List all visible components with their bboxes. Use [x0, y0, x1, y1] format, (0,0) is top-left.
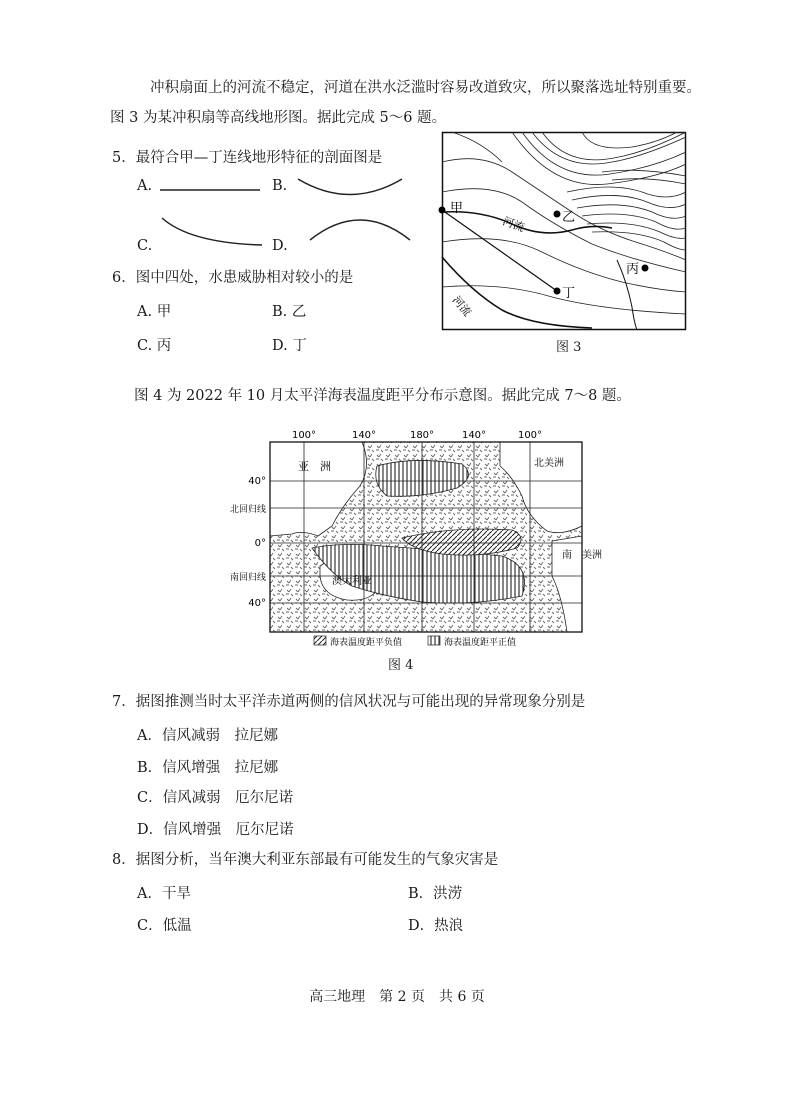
label-australia: 澳大利亚: [332, 576, 372, 587]
intro-line-2: 图 3 为某冲积扇等高线地形图。据此完成 5～6 题。: [110, 110, 447, 126]
intro-line-1: 冲积扇面上的河流不稳定，河道在洪水泛滥时容易改道致灾，所以聚落选址特别重要。: [150, 80, 701, 96]
figure-3-contour-map: [442, 132, 686, 330]
q7-stem: 7．据图推测当时太平洋赤道两侧的信风状况与可能出现的异常现象分别是: [112, 694, 586, 710]
figure-3-caption: 图 3: [556, 340, 582, 355]
label-ding: 丁: [562, 286, 576, 301]
q5-option-d-label: D.: [272, 238, 288, 254]
q5-stem: 5．最符合甲—丁连线地形特征的剖面图是: [112, 150, 383, 166]
lat-label-tropic-n: 北回归线: [229, 505, 266, 515]
q6-option-c: C. 丙: [137, 338, 172, 354]
label-jia: 甲: [450, 201, 464, 216]
q5-option-b-label: B.: [272, 178, 288, 194]
lat-label-tropic-s: 南回归线: [229, 573, 266, 583]
lon-label-100e: 100°: [291, 430, 317, 441]
lon-label-140w: 140°: [461, 430, 487, 441]
legend-negative-swatch: [314, 636, 326, 645]
legend-positive-swatch: [428, 636, 440, 645]
q6-option-d: D. 丁: [272, 338, 307, 354]
figure-4-sst-anomaly-map: [222, 426, 602, 648]
q7-option-b: B．信风增强 拉尼娜: [137, 760, 279, 776]
profile-b-concave-curve: [298, 179, 402, 195]
profile-c-descending-curve: [162, 218, 262, 245]
point-ding: [554, 288, 561, 295]
q8-option-a: A．干旱: [137, 886, 191, 902]
q5-option-a-label: A.: [137, 178, 153, 194]
q5-option-c-label: C.: [137, 238, 153, 254]
q8-option-c: C．低温: [137, 918, 192, 934]
lat-label-40s: 40°: [248, 598, 266, 609]
q5-profile-options: [150, 165, 420, 255]
lat-label-equator: 0°: [254, 538, 266, 549]
lon-label-180: 180°: [409, 430, 435, 441]
q7-option-a: A．信风减弱 拉尼娜: [137, 728, 278, 744]
lon-label-100w: 100°: [517, 430, 543, 441]
intro-figure-4: 图 4 为 2022 年 10 月太平洋海表温度距平分布示意图。据此完成 7～8 题。: [134, 388, 631, 404]
q8-stem: 8．据图分析，当年澳大利亚东部最有可能发生的气象灾害是: [112, 852, 499, 868]
figure-4-caption: 图 4: [388, 658, 414, 673]
page-footer: 高三地理 第 2 页 共 6 页: [309, 989, 485, 1005]
point-yi: [554, 211, 561, 218]
profile-d-convex-curve: [310, 220, 410, 240]
lon-label-140e: 140°: [351, 430, 377, 441]
q6-option-b: B. 乙: [272, 304, 307, 320]
legend-negative-label: 海表温度距平负值: [330, 638, 403, 648]
point-bing: [642, 265, 649, 272]
q8-option-d: D．热浪: [408, 918, 464, 934]
label-bing: 丙: [626, 262, 640, 277]
label-yi: 乙: [562, 210, 576, 225]
q8-option-b: B．洪涝: [408, 886, 463, 902]
legend-positive-label: 海表温度距平正值: [444, 638, 517, 648]
river-label-lower: 河流: [449, 293, 474, 319]
point-jia: [439, 207, 446, 214]
river-label-upper: 河流: [500, 214, 527, 235]
q6-option-a: A. 甲: [137, 304, 172, 320]
label-south-america: 南 美洲: [562, 550, 602, 561]
q7-option-c: C．信风减弱 厄尔尼诺: [137, 790, 294, 806]
label-asia: 亚 洲: [298, 460, 331, 473]
q6-stem: 6．图中四处，水患威胁相对较小的是: [112, 270, 354, 286]
q7-option-d: D．信风增强 厄尔尼诺: [137, 822, 294, 838]
label-north-america: 北美洲: [534, 458, 564, 469]
lat-label-40n: 40°: [248, 476, 266, 487]
